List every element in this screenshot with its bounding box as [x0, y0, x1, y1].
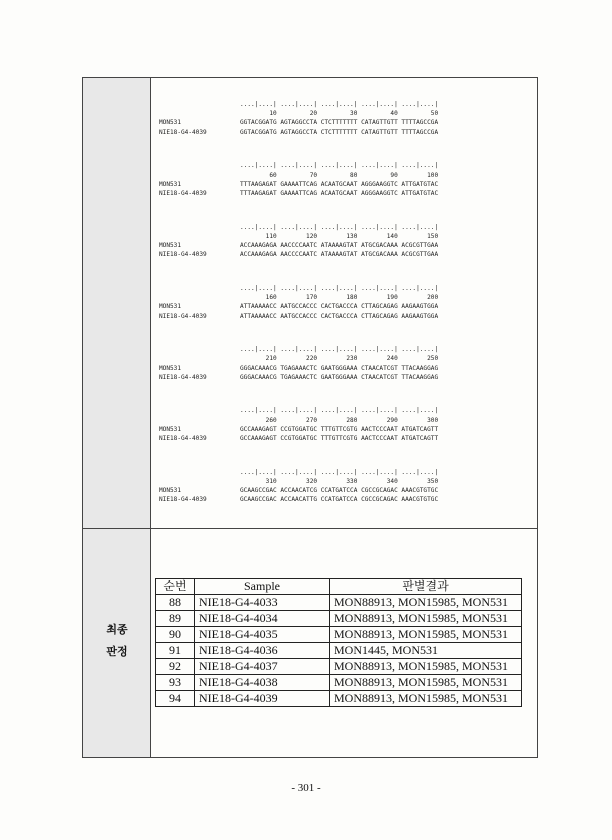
sequence-row [159, 364, 438, 373]
sequence-name: MON531 [159, 487, 182, 495]
sequence-row [159, 495, 438, 504]
sequence-row [159, 425, 438, 434]
alignment-block [159, 345, 438, 406]
alignment-block [159, 468, 438, 529]
sequence-name: MON531 [159, 303, 182, 311]
ruler-line: ....|....| ....|....| ....|....| ....|....| ....|....| [240, 223, 439, 231]
ruler-line: ....|....| ....|....| ....|....| ....|....| ....|....| [240, 407, 439, 415]
header-number: 순번 [156, 579, 195, 595]
table-row [156, 691, 522, 707]
header-result: 판별결과 [330, 579, 522, 595]
sequence-row [159, 302, 438, 311]
table-row [156, 627, 522, 643]
sequence-name: MON531 [159, 242, 182, 249]
sequence-name: MON531 [159, 364, 182, 372]
judgment-result: MON88913, MON15985, MON531 [330, 675, 522, 691]
judgment-result: MON88913, MON15985, MON531 [330, 691, 522, 707]
sequence-text: ACCAAAGAGA AACCCCAATC ATAAAAGTAT ATGCGACAAA ACGCGTTGAA [240, 242, 439, 249]
sequence-name: NIE18-G4-4039 [159, 128, 207, 136]
sequence-row [159, 312, 438, 321]
ruler-line: ....|....| ....|....| ....|....| ....|....| ....|....| [240, 284, 439, 292]
sequence-name: NIE18-G4-4039 [159, 373, 207, 381]
sequence-name: NIE18-G4-4039 [159, 189, 207, 197]
judgment-result: MON88913, MON15985, MON531 [330, 627, 522, 643]
sequence-name: MON531 [159, 180, 182, 188]
sequence-text: ATTAAAAACC AATGCCACCC CACTGACCCA CTTAGCAGAG AAGAAGTGGA [240, 303, 439, 311]
alignment-block [159, 406, 438, 467]
result-table-header [156, 579, 522, 595]
sequence-name: MON531 [159, 425, 182, 433]
sequence-text: GCAAGCCGAC ACCAACATCG CCATGATCCA CGCCGCAGAC AAACGTGTGC [240, 487, 439, 495]
position-numbers: 10 20 30 40 50 [240, 110, 439, 118]
alignment-block [159, 161, 438, 222]
sequence-name: NIE18-G4-4039 [159, 312, 207, 320]
sample-id: NIE18-G4-4039 [195, 691, 330, 707]
sequence-name: NIE18-G4-4039 [159, 435, 207, 443]
table-row [156, 595, 522, 611]
sequence-row [159, 373, 438, 382]
position-numbers: 210 220 230 240 250 [240, 355, 439, 363]
sample-id: NIE18-G4-4038 [195, 675, 330, 691]
sequence-text: TTTAAGAGAT GAAAATTCAG ACAATGCAAT AGGGAAGGTC ATTGATGTAC [240, 180, 439, 188]
sequence-name: NIE18-G4-4039 [159, 251, 207, 259]
sequence-text: ATTAAAAACC AATGCCACCC CACTGACCCA CTTAGCAGAG AAGAAGTGGA [240, 312, 439, 320]
sequence-text: GGGACAAACG TGAGAAACTC GAATGGGAAA CTAACATCGT TTACAAGGAG [240, 364, 439, 372]
label-line-1: 최종 [106, 623, 128, 636]
sample-id: NIE18-G4-4033 [195, 595, 330, 611]
row-number: 91 [156, 643, 195, 659]
row-number: 88 [156, 595, 195, 611]
ruler-line: ....|....| ....|....| ....|....| ....|....| ....|....| [240, 101, 439, 108]
row-number: 94 [156, 691, 195, 707]
sample-id: NIE18-G4-4035 [195, 627, 330, 643]
row-number: 89 [156, 611, 195, 627]
sample-id: NIE18-G4-4034 [195, 611, 330, 627]
table-row [156, 675, 522, 691]
final-judgment-label [83, 619, 151, 663]
page-number: - 301 - [291, 782, 321, 794]
label-line-2: 판정 [106, 645, 128, 658]
sequence-text: GGGACAAACG TGAGAAACTC GAATGGGAAA CTAACATCGT TTACAAGGAG [240, 373, 439, 381]
sequence-text: TTTAAGAGAT GAAAATTCAG ACAATGCAAT AGGGAAGGTC ATTGATGTAC [240, 189, 439, 197]
sequence-row [159, 128, 438, 137]
sequence-row [159, 180, 438, 189]
position-numbers: 310 320 330 340 350 [240, 477, 439, 485]
ruler-line: ....|....| ....|....| ....|....| ....|....| ....|....| [240, 346, 439, 354]
alignment-block [159, 100, 438, 161]
position-numbers: 110 120 130 140 150 [240, 232, 439, 240]
position-numbers: 160 170 180 190 200 [240, 294, 439, 302]
position-numbers: 260 270 280 290 300 [240, 416, 439, 424]
sequence-row [159, 118, 438, 127]
row-number: 90 [156, 627, 195, 643]
sample-id: NIE18-G4-4036 [195, 643, 330, 659]
sequence-text: GCAAGCCGAC ACCAACATTG CCATGATCCA CGCCGCAGAC AAACGTGTGC [240, 496, 439, 504]
sequence-text: GCCAAAGAGT CCGTGGATGC TTTGTTCGTG AACTCCCAAT ATGATCAGTT [240, 425, 439, 433]
sequence-text: GGTACGGATG AGTAGGCCTA CTCTTTTTTT CATAGTTGTT TTTTAGCCGA [240, 128, 439, 136]
judgment-result: MON88913, MON15985, MON531 [330, 659, 522, 675]
table-row [156, 659, 522, 675]
table-row [156, 611, 522, 627]
sequence-row [159, 241, 438, 250]
sequence-alignment [159, 100, 438, 529]
alignment-block [159, 223, 438, 284]
sequence-row [159, 189, 438, 198]
sequence-name: NIE18-G4-4039 [159, 496, 207, 504]
position-numbers: 60 70 80 90 100 [240, 171, 439, 179]
row-number: 93 [156, 675, 195, 691]
judgment-result: MON88913, MON15985, MON531 [330, 595, 522, 611]
ruler-line: ....|....| ....|....| ....|....| ....|....| ....|....| [240, 162, 439, 170]
table-row [156, 643, 522, 659]
row-number: 92 [156, 659, 195, 675]
ruler-line: ....|....| ....|....| ....|....| ....|....| ....|....| [240, 468, 439, 476]
result-table [155, 578, 522, 707]
sequence-row [159, 250, 438, 259]
sequence-row [159, 486, 438, 495]
judgment-result: MON1445, MON531 [330, 643, 522, 659]
sequence-text: ACCAAAGAGA AACCCCAATC ATAAAAGTAT ATGCGACAAA ACGCGTTGAA [240, 251, 439, 259]
sequence-text: GCCAAAGAGT CCGTGGATGC TTTGTTCGTG AACTCCCAAT ATGATCAGTT [240, 435, 439, 443]
alignment-block [159, 284, 438, 345]
sequence-name: MON531 [159, 119, 182, 127]
sequence-row [159, 434, 438, 443]
judgment-result: MON88913, MON15985, MON531 [330, 611, 522, 627]
header-sample: Sample [195, 579, 330, 595]
sample-id: NIE18-G4-4037 [195, 659, 330, 675]
sequence-text: GGTACGGATG AGTAGGCCTA CTCTTTTTTT CATAGTTGTT TTTTAGCCGA [240, 119, 439, 127]
